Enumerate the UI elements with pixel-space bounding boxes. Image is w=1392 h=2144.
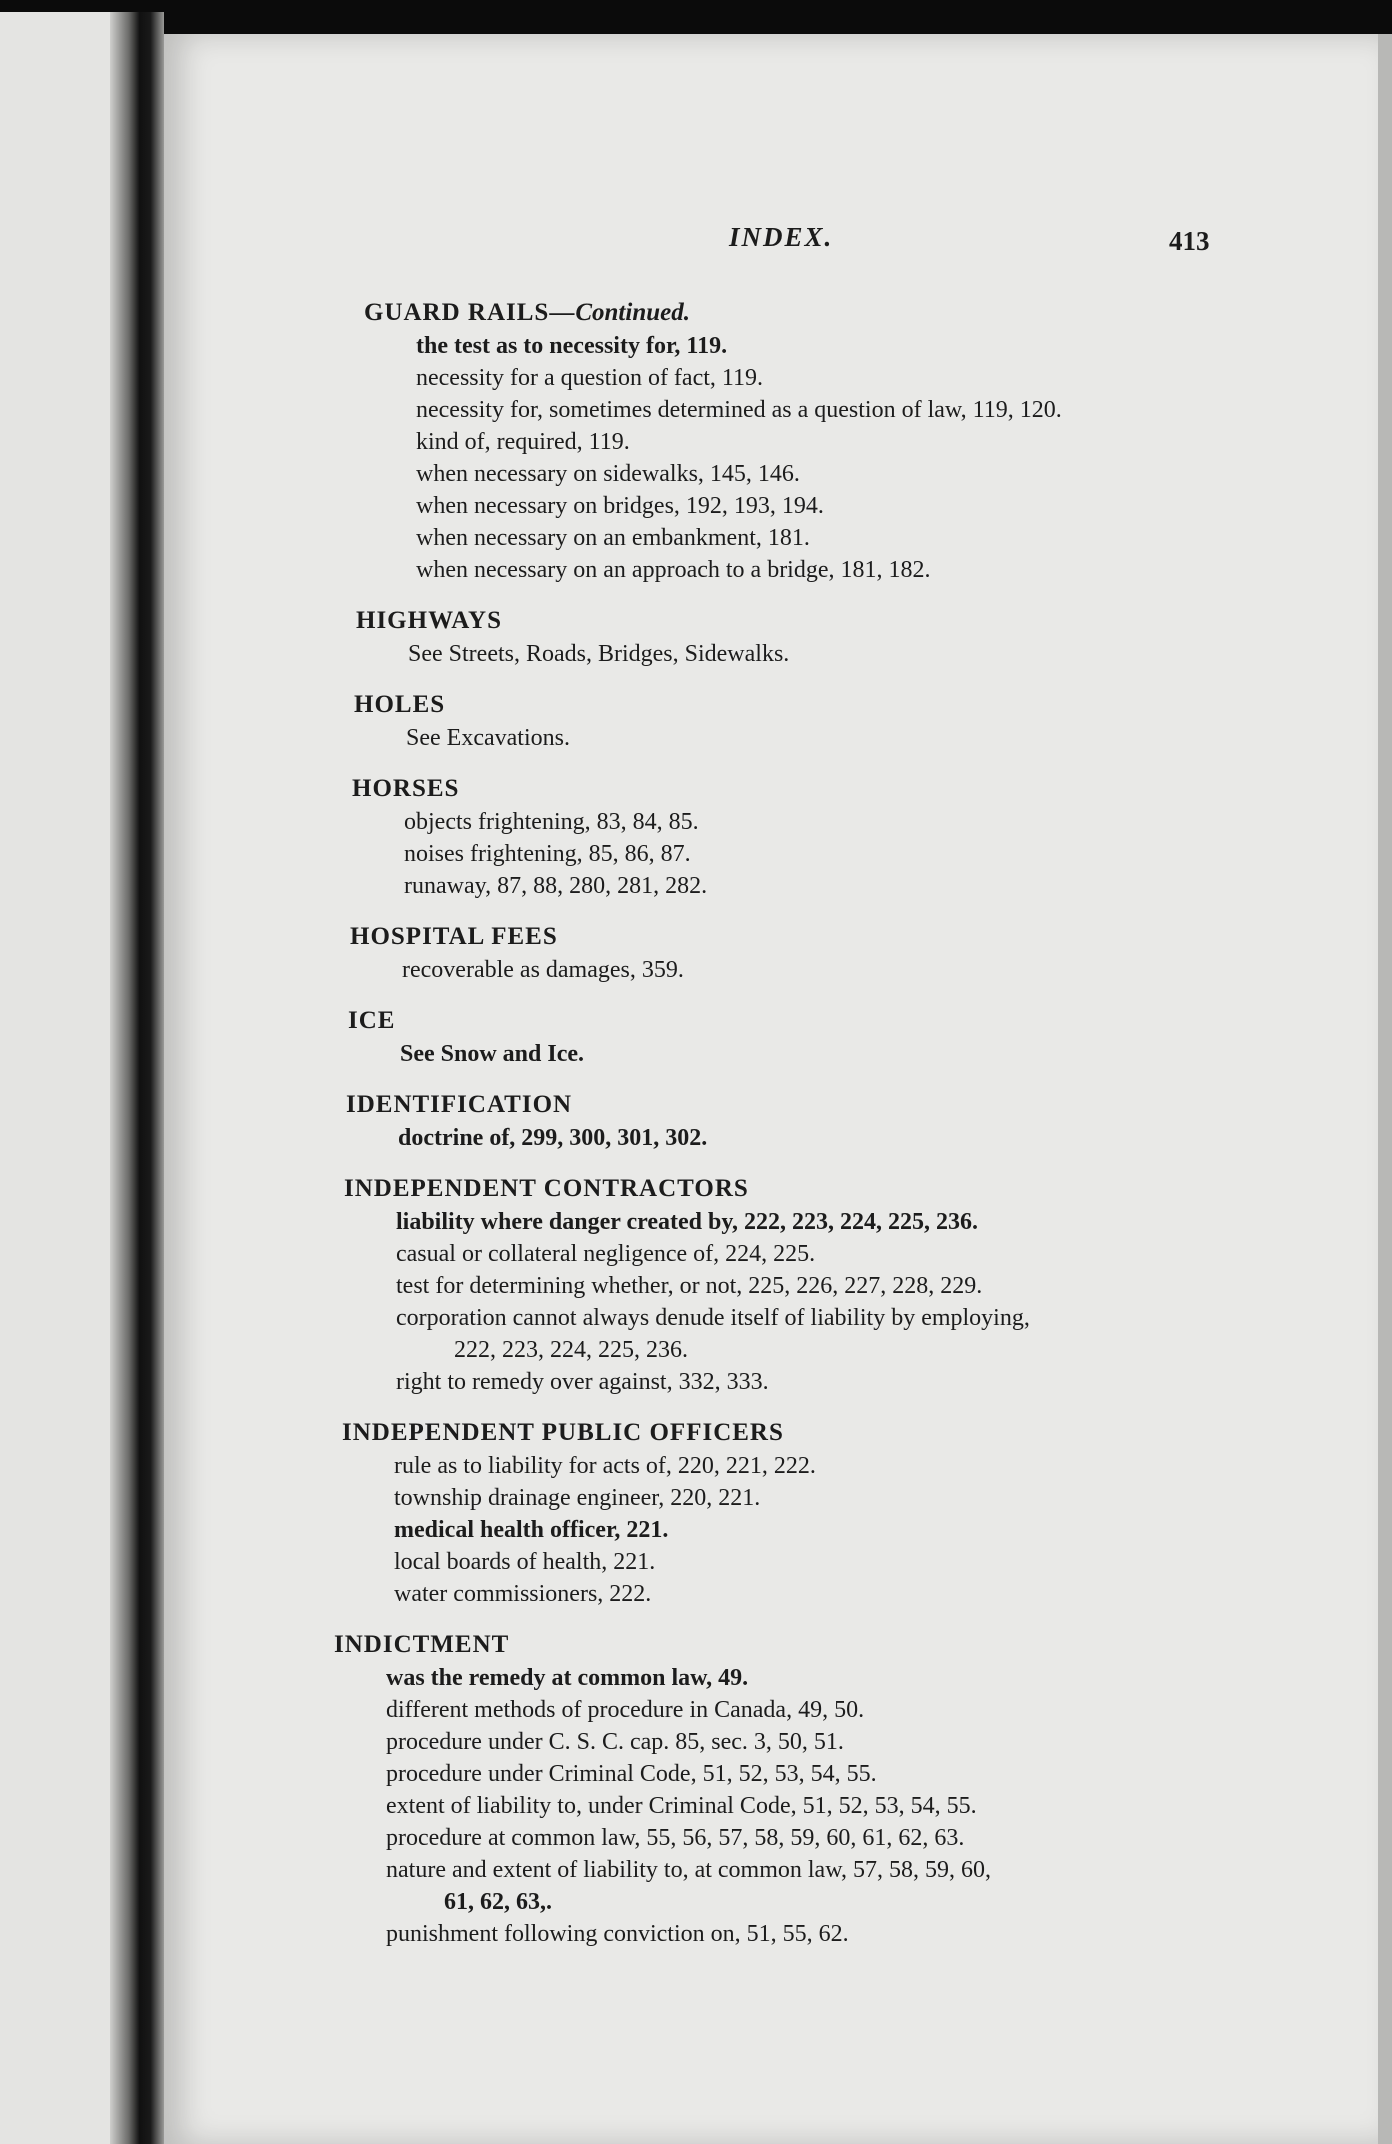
- entry-line: necessity for, sometimes determined as a question of law, 119, 120.: [416, 397, 1062, 423]
- heading-continued: Continued.: [575, 299, 690, 326]
- entry-line: See Excavations.: [406, 725, 570, 751]
- entry-line: test for determining whether, or not, 225, 226, 227, 228, 229.: [396, 1273, 983, 1299]
- entry-heading: HORSES: [352, 775, 460, 802]
- book-gutter: [110, 12, 164, 2144]
- entry-line: procedure at common law, 55, 56, 57, 58, 59, 60, 61, 62, 63.: [386, 1825, 965, 1851]
- index-entry-guard-rails: [364, 296, 1354, 586]
- index-entry-independent-public-officers: [342, 1416, 1354, 1610]
- entry-line: was the remedy at common law, 49.: [386, 1665, 749, 1691]
- entry-line: the test as to necessity for, 119.: [416, 333, 728, 359]
- entry-line: punishment following conviction on, 51, 55, 62.: [386, 1921, 849, 1947]
- entry-line: nature and extent of liability to, at common law, 57, 58, 59, 60,: [386, 1857, 991, 1883]
- entry-line: right to remedy over against, 332, 333.: [396, 1369, 769, 1395]
- entry-line: objects frightening, 83, 84, 85.: [404, 809, 699, 835]
- entry-heading: HOLES: [354, 691, 446, 718]
- entry-line: water commissioners, 222.: [394, 1581, 652, 1607]
- entry-heading: INDEPENDENT PUBLIC OFFICERS: [342, 1419, 784, 1446]
- entry-line: when necessary on sidewalks, 145, 146.: [416, 461, 800, 487]
- entry-line: procedure under C. S. C. cap. 85, sec. 3, 50, 51.: [386, 1729, 844, 1755]
- entry-heading: INDEPENDENT CONTRACTORS: [344, 1175, 749, 1202]
- entry-line-continued: 61, 62, 63,.: [444, 1889, 552, 1915]
- entry-line: when necessary on bridges, 192, 193, 194.: [416, 493, 824, 519]
- entry-heading: INDICTMENT: [334, 1631, 510, 1658]
- entry-heading: ICE: [348, 1007, 396, 1034]
- entry-line: runaway, 87, 88, 280, 281, 282.: [404, 873, 708, 899]
- index-entry-horses: [352, 772, 1354, 902]
- entry-heading: HOSPITAL FEES: [350, 923, 558, 950]
- book-page: [164, 34, 1378, 2144]
- page-text: [164, 34, 1378, 2144]
- page-edge: [1378, 34, 1392, 2144]
- entry-heading: [364, 296, 1354, 330]
- entry-line: local boards of health, 221.: [394, 1549, 656, 1575]
- entry-line: township drainage engineer, 220, 221.: [394, 1485, 761, 1511]
- entry-line: doctrine of, 299, 300, 301, 302.: [398, 1125, 708, 1151]
- index-entry-hospital-fees: [350, 920, 1354, 986]
- entry-line: See Streets, Roads, Bridges, Sidewalks.: [408, 641, 790, 667]
- entry-heading: IDENTIFICATION: [346, 1091, 573, 1118]
- entry-line: different methods of procedure in Canada, 49, 50.: [386, 1697, 865, 1723]
- index-entry-identification: [346, 1088, 1354, 1154]
- entry-line: kind of, required, 119.: [416, 429, 630, 455]
- page-number: 413: [1169, 226, 1210, 256]
- entry-line: See Snow and Ice.: [400, 1041, 585, 1067]
- facing-page-edge: [0, 12, 110, 2144]
- entry-line: when necessary on an embankment, 181.: [416, 525, 810, 551]
- entry-line: procedure under Criminal Code, 51, 52, 53, 54, 55.: [386, 1761, 877, 1787]
- entry-line: liability where danger created by, 222, 223, 224, 225, 236.: [396, 1209, 978, 1235]
- heading-text: GUARD RAILS—: [364, 299, 576, 326]
- index-entries: [334, 296, 1354, 1968]
- entry-line: when necessary on an approach to a bridge, 181, 182.: [416, 557, 931, 583]
- index-entry-independent-contractors: [344, 1172, 1354, 1398]
- index-entry-holes: [354, 688, 1354, 754]
- entry-line: medical health officer, 221.: [394, 1517, 669, 1543]
- entry-line: corporation cannot always denude itself of liability by employing,: [396, 1305, 1030, 1331]
- entry-line: rule as to liability for acts of, 220, 221, 222.: [394, 1453, 816, 1479]
- entry-heading: HIGHWAYS: [356, 607, 503, 634]
- entry-line: recoverable as damages, 359.: [402, 957, 684, 983]
- entry-line: extent of liability to, under Criminal Code, 51, 52, 53, 54, 55.: [386, 1793, 977, 1819]
- entry-line: necessity for a question of fact, 119.: [416, 365, 764, 391]
- entry-line: casual or collateral negligence of, 224, 225.: [396, 1241, 816, 1267]
- index-entry-highways: [356, 604, 1354, 670]
- running-head: INDEX.: [729, 222, 834, 252]
- entry-line-continued: 222, 223, 224, 225, 236.: [454, 1337, 688, 1363]
- entry-line: noises frightening, 85, 86, 87.: [404, 841, 691, 867]
- index-entry-ice: [348, 1004, 1354, 1070]
- index-entry-indictment: [334, 1628, 1354, 1950]
